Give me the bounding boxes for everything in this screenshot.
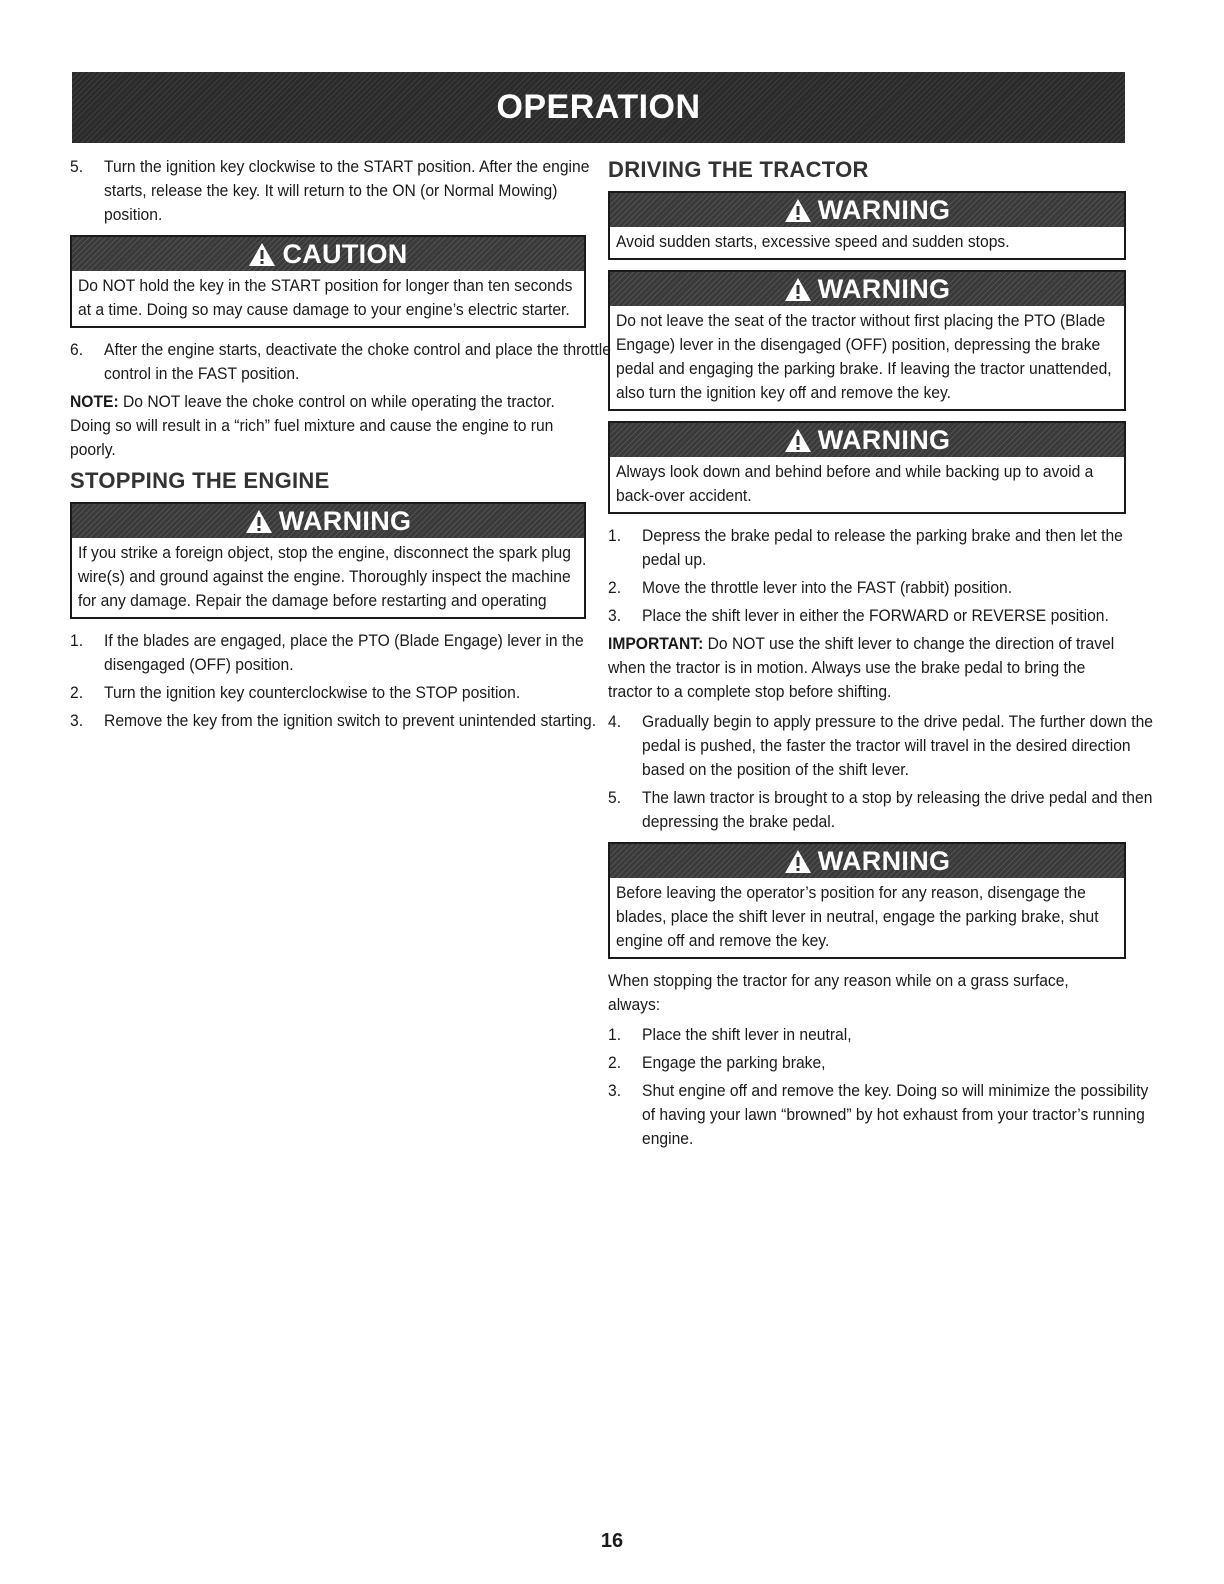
step-text: Place the shift lever in either the FORWARD or REVERSE position.	[642, 606, 1109, 625]
step-item	[70, 681, 617, 705]
warning-text: If you strike a foreign object, stop the engine, disconnect the spark plug wire(s) and ground against the engine. Thoroughly inspect the machine for any damage. Repair the damage before restarting and operating	[78, 543, 571, 610]
caution-box	[70, 235, 586, 328]
step-number: 3.	[608, 606, 622, 625]
step-item	[608, 710, 1157, 782]
important-text: Do NOT use the shift lever to change the direction of travel when the tractor is in motion. Always use the brake pedal to bring the tractor to a complete stop before shifting.	[608, 634, 1115, 701]
important-label: IMPORTANT:	[608, 634, 704, 653]
driving-steps-a	[608, 524, 1126, 628]
step-item	[608, 524, 1157, 572]
warning-text: Do not leave the seat of the tractor without first placing the PTO (Blade Engage) lever in the disengaged (OFF) position, depressing the brake pedal and engaging the parking brake. If leaving the tractor unattended, also turn the ignition key off and remove the key.	[616, 311, 1112, 402]
step-text: Turn the ignition key clockwise to the START position. After the engine starts, release the key. It will return to the ON (or Normal Mowing) position.	[104, 157, 590, 224]
note-paragraph	[70, 390, 583, 462]
step-text: Place the shift lever in neutral,	[642, 1025, 852, 1044]
step-text: Move the throttle lever into the FAST (rabbit) position.	[642, 578, 1013, 597]
warning-title: WARNING	[817, 194, 951, 225]
step-number: 5.	[70, 157, 84, 176]
page-number: 16	[600, 1530, 624, 1552]
step-item	[608, 786, 1157, 834]
stopping-heading: STOPPING THE ENGINE	[70, 468, 330, 493]
start-steps	[70, 155, 590, 227]
warning-header	[610, 423, 1124, 457]
warning-body	[610, 306, 1124, 409]
section-banner	[72, 72, 1125, 143]
step-item	[608, 604, 1157, 628]
right-column	[608, 155, 1153, 1155]
warning-header	[610, 272, 1124, 306]
caution-header	[72, 237, 584, 271]
step-number: 1.	[608, 526, 622, 545]
section-title: OPERATION	[496, 88, 701, 126]
caution-text: Do NOT hold the key in the START position for longer than ten seconds at a time. Doing so may cause damage to your engine’s electric starter.	[78, 276, 573, 319]
step-item	[608, 576, 1157, 600]
step-text: The lawn tractor is brought to a stop by releasing the drive pedal and then depressing the brake pedal.	[642, 788, 1153, 831]
step-item	[70, 155, 617, 227]
step-item	[608, 1079, 1157, 1151]
warning-triangle-icon	[248, 242, 276, 267]
warning-triangle-icon	[245, 509, 273, 534]
warning-box-2	[608, 270, 1126, 411]
step-number: 1.	[608, 1025, 622, 1044]
caution-body	[72, 271, 584, 326]
step-item	[608, 1023, 1157, 1047]
warning-title: WARNING	[817, 424, 951, 455]
warning-title: WARNING	[817, 273, 951, 304]
warning-box-3	[608, 421, 1126, 514]
stopping-steps	[70, 629, 597, 733]
warning-title: WARNING	[278, 505, 412, 536]
step-text: Depress the brake pedal to release the parking brake and then let the pedal up.	[642, 526, 1123, 569]
warning-header	[610, 844, 1124, 878]
left-column	[70, 155, 611, 737]
stopping-warning-box	[70, 502, 586, 619]
grass-intro: When stopping the tractor for any reason while on a grass surface, always:	[608, 971, 1069, 1014]
warning-text: Before leaving the operator’s position for any reason, disengage the blades, place the shift lever in neutral, engage the parking brake, shut engine off and remove the key.	[616, 883, 1099, 950]
driving-steps-b	[608, 710, 1153, 834]
step-number: 3.	[70, 711, 84, 730]
warning-box-4	[608, 842, 1126, 959]
step-item	[608, 1051, 1157, 1075]
step-item	[70, 709, 617, 733]
warning-body	[610, 227, 1124, 258]
warning-title: WARNING	[817, 845, 951, 876]
grass-steps	[608, 1023, 1149, 1151]
step-text: Shut engine off and remove the key. Doing so will minimize the possibility of having your lawn “browned” by hot exhaust from your tractor’s running engine.	[642, 1081, 1149, 1148]
note-text: Do NOT leave the choke control on while operating the tractor. Doing so will result in a “rich” fuel mixture and cause the engine to run poorly.	[70, 392, 555, 459]
step-number: 4.	[608, 712, 622, 731]
step-number: 6.	[70, 340, 84, 359]
step-number: 3.	[608, 1081, 622, 1100]
step-text: If the blades are engaged, place the PTO (Blade Engage) lever in the disengaged (OFF) position.	[104, 631, 584, 674]
warning-body	[610, 878, 1124, 957]
warning-triangle-icon	[784, 198, 812, 223]
step-number: 2.	[70, 683, 84, 702]
note-label: NOTE:	[70, 392, 119, 411]
warning-text: Avoid sudden starts, excessive speed and sudden stops.	[616, 232, 1010, 251]
step-number: 2.	[608, 578, 622, 597]
important-paragraph	[608, 632, 1123, 704]
warning-text: Always look down and behind before and while backing up to avoid a back-over accident.	[616, 462, 1094, 505]
warning-body	[72, 538, 584, 617]
warning-triangle-icon	[784, 428, 812, 453]
step-text: Turn the ignition key counterclockwise to the STOP position.	[104, 683, 521, 702]
step-text: After the engine starts, deactivate the choke control and place the throttle control in the FAST position.	[104, 340, 611, 383]
step-number: 1.	[70, 631, 84, 650]
choke-steps	[70, 338, 611, 386]
caution-title: CAUTION	[282, 238, 408, 269]
step-number: 5.	[608, 788, 622, 807]
step-text: Remove the key from the ignition switch to prevent unintended starting.	[104, 711, 597, 730]
warning-triangle-icon	[784, 849, 812, 874]
warning-header	[72, 504, 584, 538]
step-text: Engage the parking brake,	[642, 1053, 826, 1072]
warning-box-1	[608, 191, 1126, 260]
step-item	[70, 338, 617, 386]
driving-heading: DRIVING THE TRACTOR	[608, 157, 869, 182]
step-text: Gradually begin to apply pressure to the drive pedal. The further down the pedal is pushed, the faster the tractor will travel in the desired direction based on the position of the shift lever.	[642, 712, 1153, 779]
step-number: 2.	[608, 1053, 622, 1072]
warning-body	[610, 457, 1124, 512]
step-item	[70, 629, 617, 677]
warning-header	[610, 193, 1124, 227]
warning-triangle-icon	[784, 277, 812, 302]
